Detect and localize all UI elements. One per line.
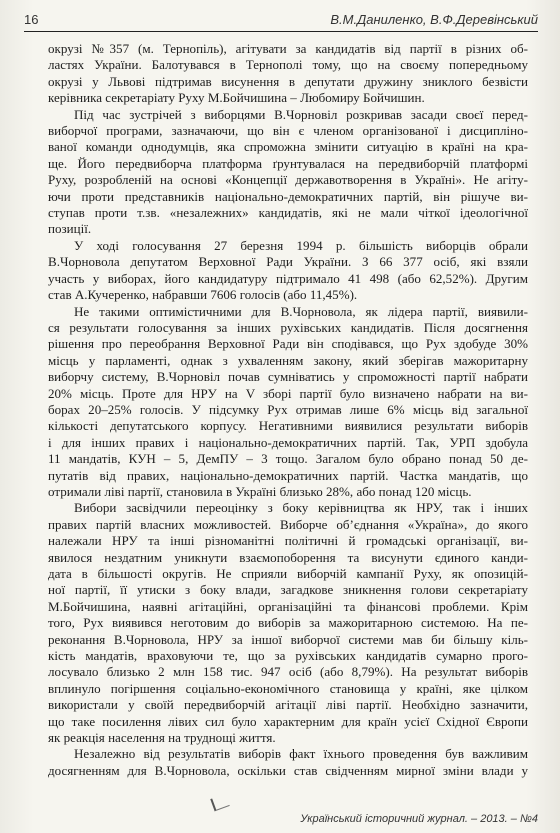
text-line: окрузі у Львові підтримав висунення в депутати дружину зниклого безвісти — [48, 73, 528, 89]
article-body — [48, 41, 528, 779]
text-line: що таке посилення лівих сил було характерним для країн усієї Східної Європи — [48, 713, 528, 729]
text-line: лосувало близько 2 млн 158 тис. 947 осіб (або 8,79%). На результат виборів — [48, 664, 528, 680]
text-line: виборчу систему, В.Чорновіл почав сумніватись у спроможності партії набрати — [48, 369, 528, 385]
text-line: явилося нездатним уникнути взаємопоборення та висунути єдиного канди- — [48, 549, 528, 565]
text-line: Руху, розробленій на основі «Концепції державотворення в Україні». Не агіту- — [48, 172, 528, 188]
text-line: належали НРУ та інші різноманітні політичні й громадські організації, ви- — [48, 533, 528, 549]
text-line: ся результати голосування за інших рухівських кандидатів. Після досягнення — [48, 319, 528, 335]
text-line: путатів від правих, національно-демократичних партій. Частка мандатів, що — [48, 467, 528, 483]
text-line: кількості депутатського корпусу. Негативними виявилися результати виборів — [48, 418, 528, 434]
text-line: і для інших правих і національно-демократичних партій. Так, УРП здобула — [48, 434, 528, 450]
text-line: того, Рух виявився неготовим до виборів за мажоритарною системою. На пе- — [48, 615, 528, 631]
text-line: ступав проти т.зв. «незалежних» кандидатів, які не мали чіткої ідеологічної — [48, 205, 528, 221]
text-line: отримали ліві партії, становила в Україні близько 28%, або понад 120 місць. — [48, 483, 472, 499]
text-line: Не такими оптимістичними для В.Чорновола, як лідера партії, виявили- — [74, 303, 528, 319]
text-line: досягненням для В.Чорновола, оскільки став свідченням мирної зміни влади у — [48, 762, 528, 778]
text-line: вплинуло погіршення соціально-економічного становища у країні, яке цілком — [48, 680, 528, 696]
text-line: правих партій власних можливостей. Виборче об’єднання «Україна», до якого — [48, 516, 528, 532]
text-line: участь у виборах, його кандидатуру підтримало 41 498 (або 62,52%). Другим — [48, 270, 528, 286]
text-line: використали у своїй передвиборчій агітації ліві партії. Необхідно зазначити, — [48, 697, 528, 713]
text-line: Незалежно від результатів виборів факт їхнього проведення був важливим — [74, 746, 528, 762]
page-number: 16 — [24, 12, 39, 27]
header-rule — [24, 31, 538, 32]
journal-footer: Український історичний журнал. – 2013. – №4 — [300, 813, 538, 825]
text-line: ваної команди однодумців, яка спроможна змінити ситуацію в країні на кра- — [48, 139, 528, 155]
text-line: У ході голосування 27 березня 1994 р. більшість виборців обрали — [74, 237, 528, 253]
text-line: борах 20–25% голосів. У підсумку Рух отримав лише 6% місць від загальної — [48, 401, 528, 417]
text-line: керівника секретаріату Руху М.Бойчишина – Любомиру Бойчишин. — [48, 90, 425, 106]
text-line: 20% місць. Проте для НРУ на V зборі партії було визначено набрати на ви- — [48, 385, 528, 401]
text-line: кість мандатів, враховуючи те, що за рухівських кандидатів сумарно прого- — [48, 648, 528, 664]
text-line: як реакція населення на труднощі життя. — [48, 730, 276, 746]
text-line: став А.Кучеренко, набравши 7606 голосів (або 11,45%). — [48, 287, 358, 303]
text-line: 11 мандатів, КУН – 5, ДемПУ – 3 тощо. Загалом було обрано понад 50 де- — [48, 451, 528, 467]
text-line: ної партії, її утиски з боку влади, загадкове зникнення голови секретаріату — [48, 582, 528, 598]
text-line: ще. Його передвиборча платформа ґрунтувалася на передвиборчій платформі — [48, 155, 528, 171]
text-line: виборчої програми, зазначаючи, що він є членом організованої і дисципліно- — [48, 123, 528, 139]
text-line: місць у парламенті, однак з ухваленням закону, який зберігав мажоритарну — [48, 352, 528, 368]
text-line: реконання В.Чорновола, НРУ за іншої виборчої системи мав би більшу кіль- — [48, 631, 528, 647]
pencil-mark-icon — [210, 794, 229, 812]
text-line: позиції. — [48, 221, 92, 237]
text-line: Під час зустрічей з виборцями В.Чорновіл розкривав засади своєї перед- — [74, 106, 528, 122]
text-line: ючи проти представників національно-демократичних партій, він рішуче ви- — [48, 188, 528, 204]
text-line: В.Чорновола депутатом Верховної Ради України. З 66 377 осіб, які взяли — [48, 254, 528, 270]
text-line: дата в більшості округів. Не сприяли виборчій кампанії Руху, як опозицій- — [48, 566, 528, 581]
text-line: рішення про переобрання Верховної Ради він сподівався, що Рух здобуде 30% — [48, 336, 528, 352]
text-line: Вибори засвідчили переоцінку з боку керівництва як НРУ, так і інших — [74, 500, 528, 516]
text-line: М.Бойчишина, наявні агітаційні, організаційні та фінансові проблеми. Крім — [48, 598, 528, 614]
text-line: ластях України. Балотувався в Тернополі тому, що на своєму попередньому — [48, 57, 528, 73]
running-header-authors: В.М.Даниленко, В.Ф.Деревінський — [330, 12, 538, 27]
text-line: окрузі №357 (м. Тернопіль), агітувати за кандидатів від партії в різних об- — [48, 41, 528, 56]
